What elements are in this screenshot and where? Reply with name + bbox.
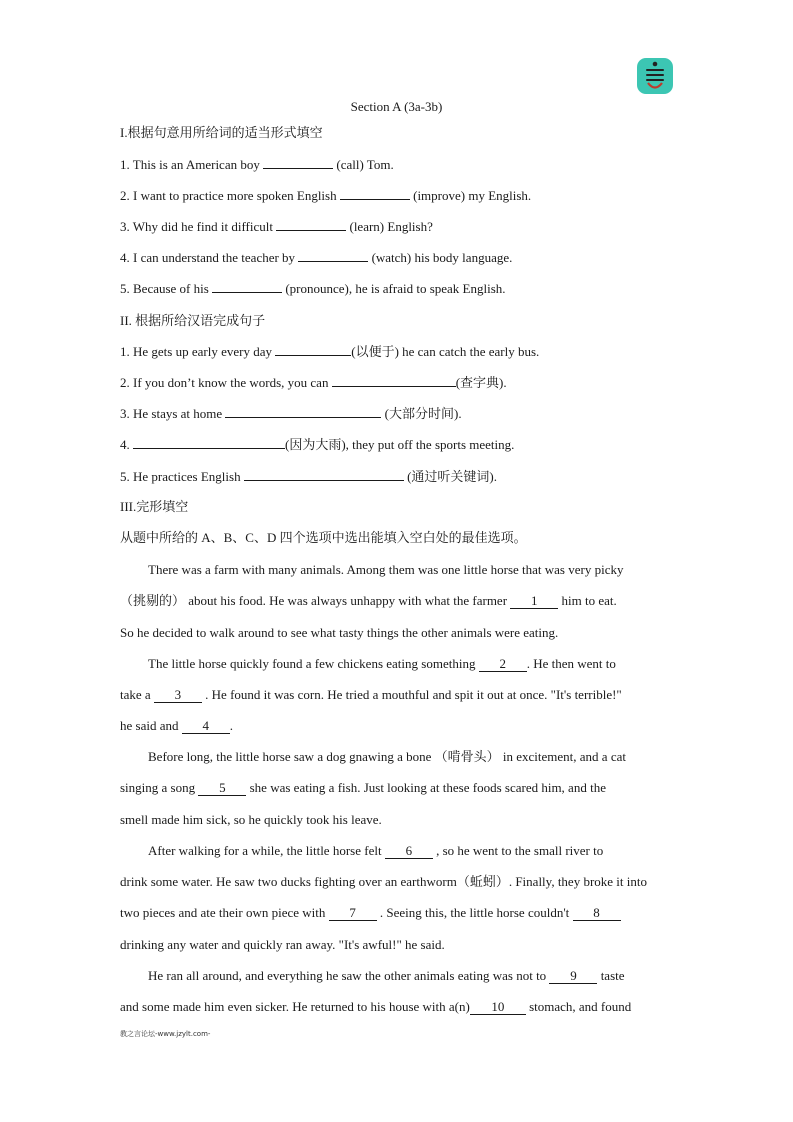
passage-line: So he decided to walk around to see what tasty things the other animals were eating. [120,625,559,640]
part2-heading: II. 根据所给汉语完成句子 [120,313,266,328]
part2-item: 4. (因为大雨), they put off the sports meeting. [120,437,515,452]
cloze-blank[interactable]: 10 [470,1000,526,1015]
cloze-blank[interactable]: 4 [182,719,230,734]
cloze-blank[interactable]: 1 [510,594,558,609]
answer-blank[interactable] [276,230,346,231]
passage-line: and some made him even sicker. He returned to his house with a(n) 10 stomach, and found [120,999,632,1014]
part1-item: 2. I want to practice more spoken English (improve) my English. [120,188,532,203]
passage-line: After walking for a while, the little horse felt 6 , so he went to the small river to [148,843,604,858]
answer-blank[interactable] [340,199,410,200]
passage-line: The little horse quickly found a few chickens eating something 2 . He then went to [148,656,616,671]
part1-item: 4. I can understand the teacher by (watch) his body language. [120,250,513,265]
page-title: Section A (3a-3b) [350,99,443,114]
answer-blank[interactable] [275,355,351,356]
passage-line: take a 3 . He found it was corn. He tried a mouthful and spit it out at once. "It's terrible!" [120,687,622,702]
part1-item: 5. Because of his (pronounce), he is afraid to speak English. [120,281,506,296]
passage-line: singing a song 5 she was eating a fish. Just looking at these foods scared him, and the [120,780,606,795]
book-logo-icon [637,58,673,94]
answer-blank[interactable] [263,168,333,169]
answer-blank[interactable] [244,480,404,481]
passage-line: two pieces and ate their own piece with 7 . Seeing this, the little horse couldn't 8 [120,905,621,921]
passage-line: he said and 4 . [120,718,233,733]
passage-line: drink some water. He saw two ducks fighting over an earthworm（蚯蚓）. Finally, they broke it into [120,874,648,889]
part2-item: 5. He practices English (通过听关键词). [120,469,497,484]
part2-item: 3. He stays at home (大部分时间). [120,406,462,421]
cloze-blank[interactable]: 3 [154,688,202,703]
passage-line: There was a farm with many animals. Among them was one little horse that was very picky [148,562,624,577]
cloze-blank[interactable]: 5 [198,781,246,796]
answer-blank[interactable] [225,417,381,418]
part1-item: 3. Why did he find it difficult (learn) English? [120,219,433,234]
passage-line: Before long, the little horse saw a dog gnawing a bone （啃骨头） in excitement, and a cat [148,749,626,764]
passage-line: smell made him sick, so he quickly took his leave. [120,812,382,827]
book-logo-svg [637,58,673,94]
cloze-blank[interactable]: 6 [385,844,433,859]
passage-line: （挑剔的） about his food. He was always unhappy with what the farmer 1 him to eat. [120,593,617,608]
passage-line: He ran all around, and everything he saw the other animals eating was not to 9 taste [148,968,625,983]
answer-blank[interactable] [133,448,285,449]
part1-item: 1. This is an American boy (call) Tom. [120,157,394,172]
passage-line: drinking any water and quickly ran away. "It's awful!" he said. [120,937,445,952]
cloze-blank[interactable]: 2 [479,657,527,672]
cloze-blank[interactable]: 7 [329,906,377,921]
part2-item: 1. He gets up early every day (以便于) he can catch the early bus. [120,344,540,359]
cloze-blank[interactable]: 8 [573,906,621,921]
answer-blank[interactable] [298,261,368,262]
answer-blank[interactable] [332,386,456,387]
cloze-blank[interactable]: 9 [549,969,597,984]
part2-item: 2. If you don’t know the words, you can (查字典). [120,375,507,390]
part3-heading: III.完形填空 [120,499,189,514]
answer-blank[interactable] [212,292,282,293]
footer-text: 教之言论坛-www.jzylt.com- [120,1030,211,1038]
part1-heading: I.根据句意用所给词的适当形式填空 [120,125,323,140]
part3-instruction: 从题中所给的 A、B、C、D 四个选项中选出能填入空白处的最佳选项。 [120,530,527,545]
